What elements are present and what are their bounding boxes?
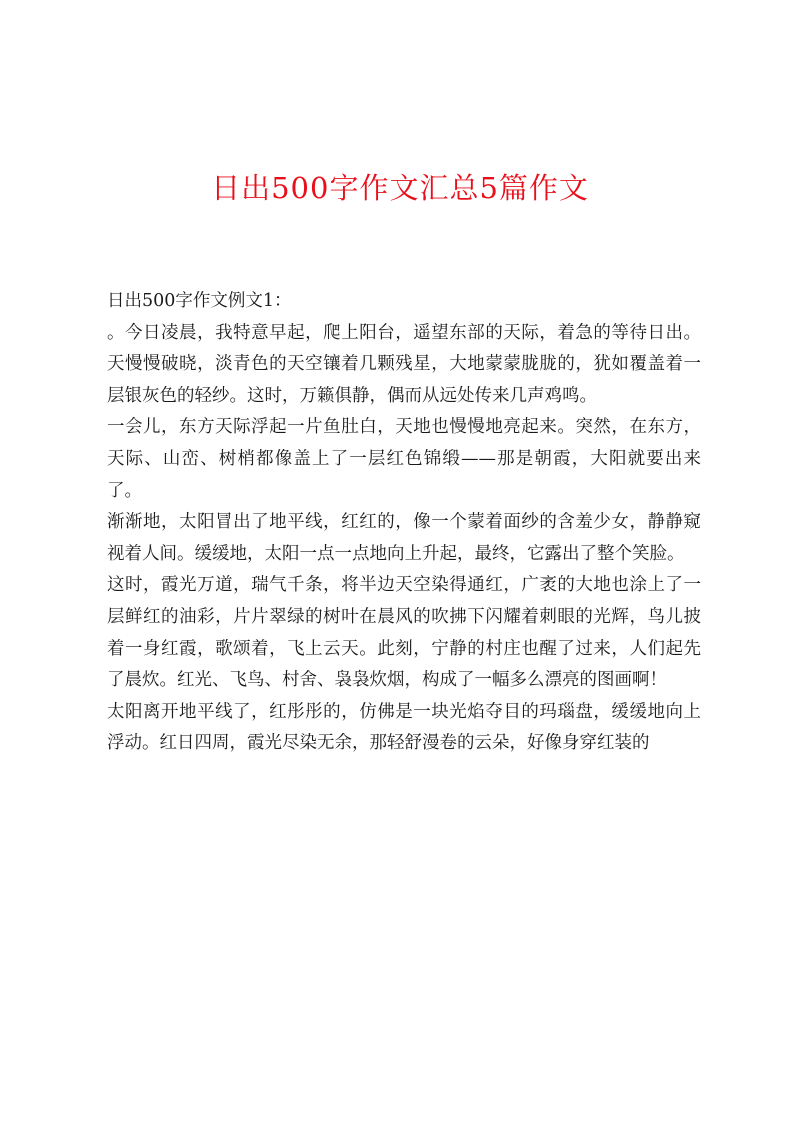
paragraph-4: 这时，霞光万道，瑞气千条，将半边天空染得通红，广袤的大地也涂上了一层鲜红的油彩，片片翠绿的树叶在晨风的吹拂下闪耀着刺眼的光辉，鸟儿披着一身红霞，歌颂着，飞上云天。此刻，宁静的村庄也醒了过来，人们起先了晨炊。红光、飞鸟、村舍、袅袅炊烟，构成了一幅多么漂亮的图画啊！ [107,575,701,691]
page-title: 日出500字作文汇总5篇作文 [211,171,589,205]
document-body [107,286,701,760]
paragraph-5: 太阳离开地平线了，红彤彤的，仿佛是一块光焰夺目的玛瑙盘，缓缓地向上浮动。红日四周，霞光尽染无余，那轻舒漫卷的云朵，好像身穿红装的 [107,701,701,754]
paragraph-1: 。今日凌晨，我特意早起，爬上阳台，遥望东部的天际，着急的等待日出。天慢慢破晓，淡青色的天空镶着几颗残星，大地蒙蒙胧胧的，犹如覆盖着一层银灰色的轻纱。这时，万籁俱静，偶而从远处传来几声鸡鸣。 [107,322,701,406]
paragraph-3: 渐渐地，太阳冒出了地平线，红红的，像一个蒙着面纱的含羞少女，静静窥视着人间。缓缓地，太阳一点一点地向上升起，最终，它露出了整个笑脸。 [107,512,701,564]
paragraph-2: 一会儿，东方天际浮起一片鱼肚白，天地也慢慢地亮起来。突然，在东方，天际、山峦、树梢都像盖上了一层红色锦缎——那是朝霞，大阳就要出来了。 [107,417,701,501]
essay-heading: 日出500字作文例文1： [107,291,292,311]
